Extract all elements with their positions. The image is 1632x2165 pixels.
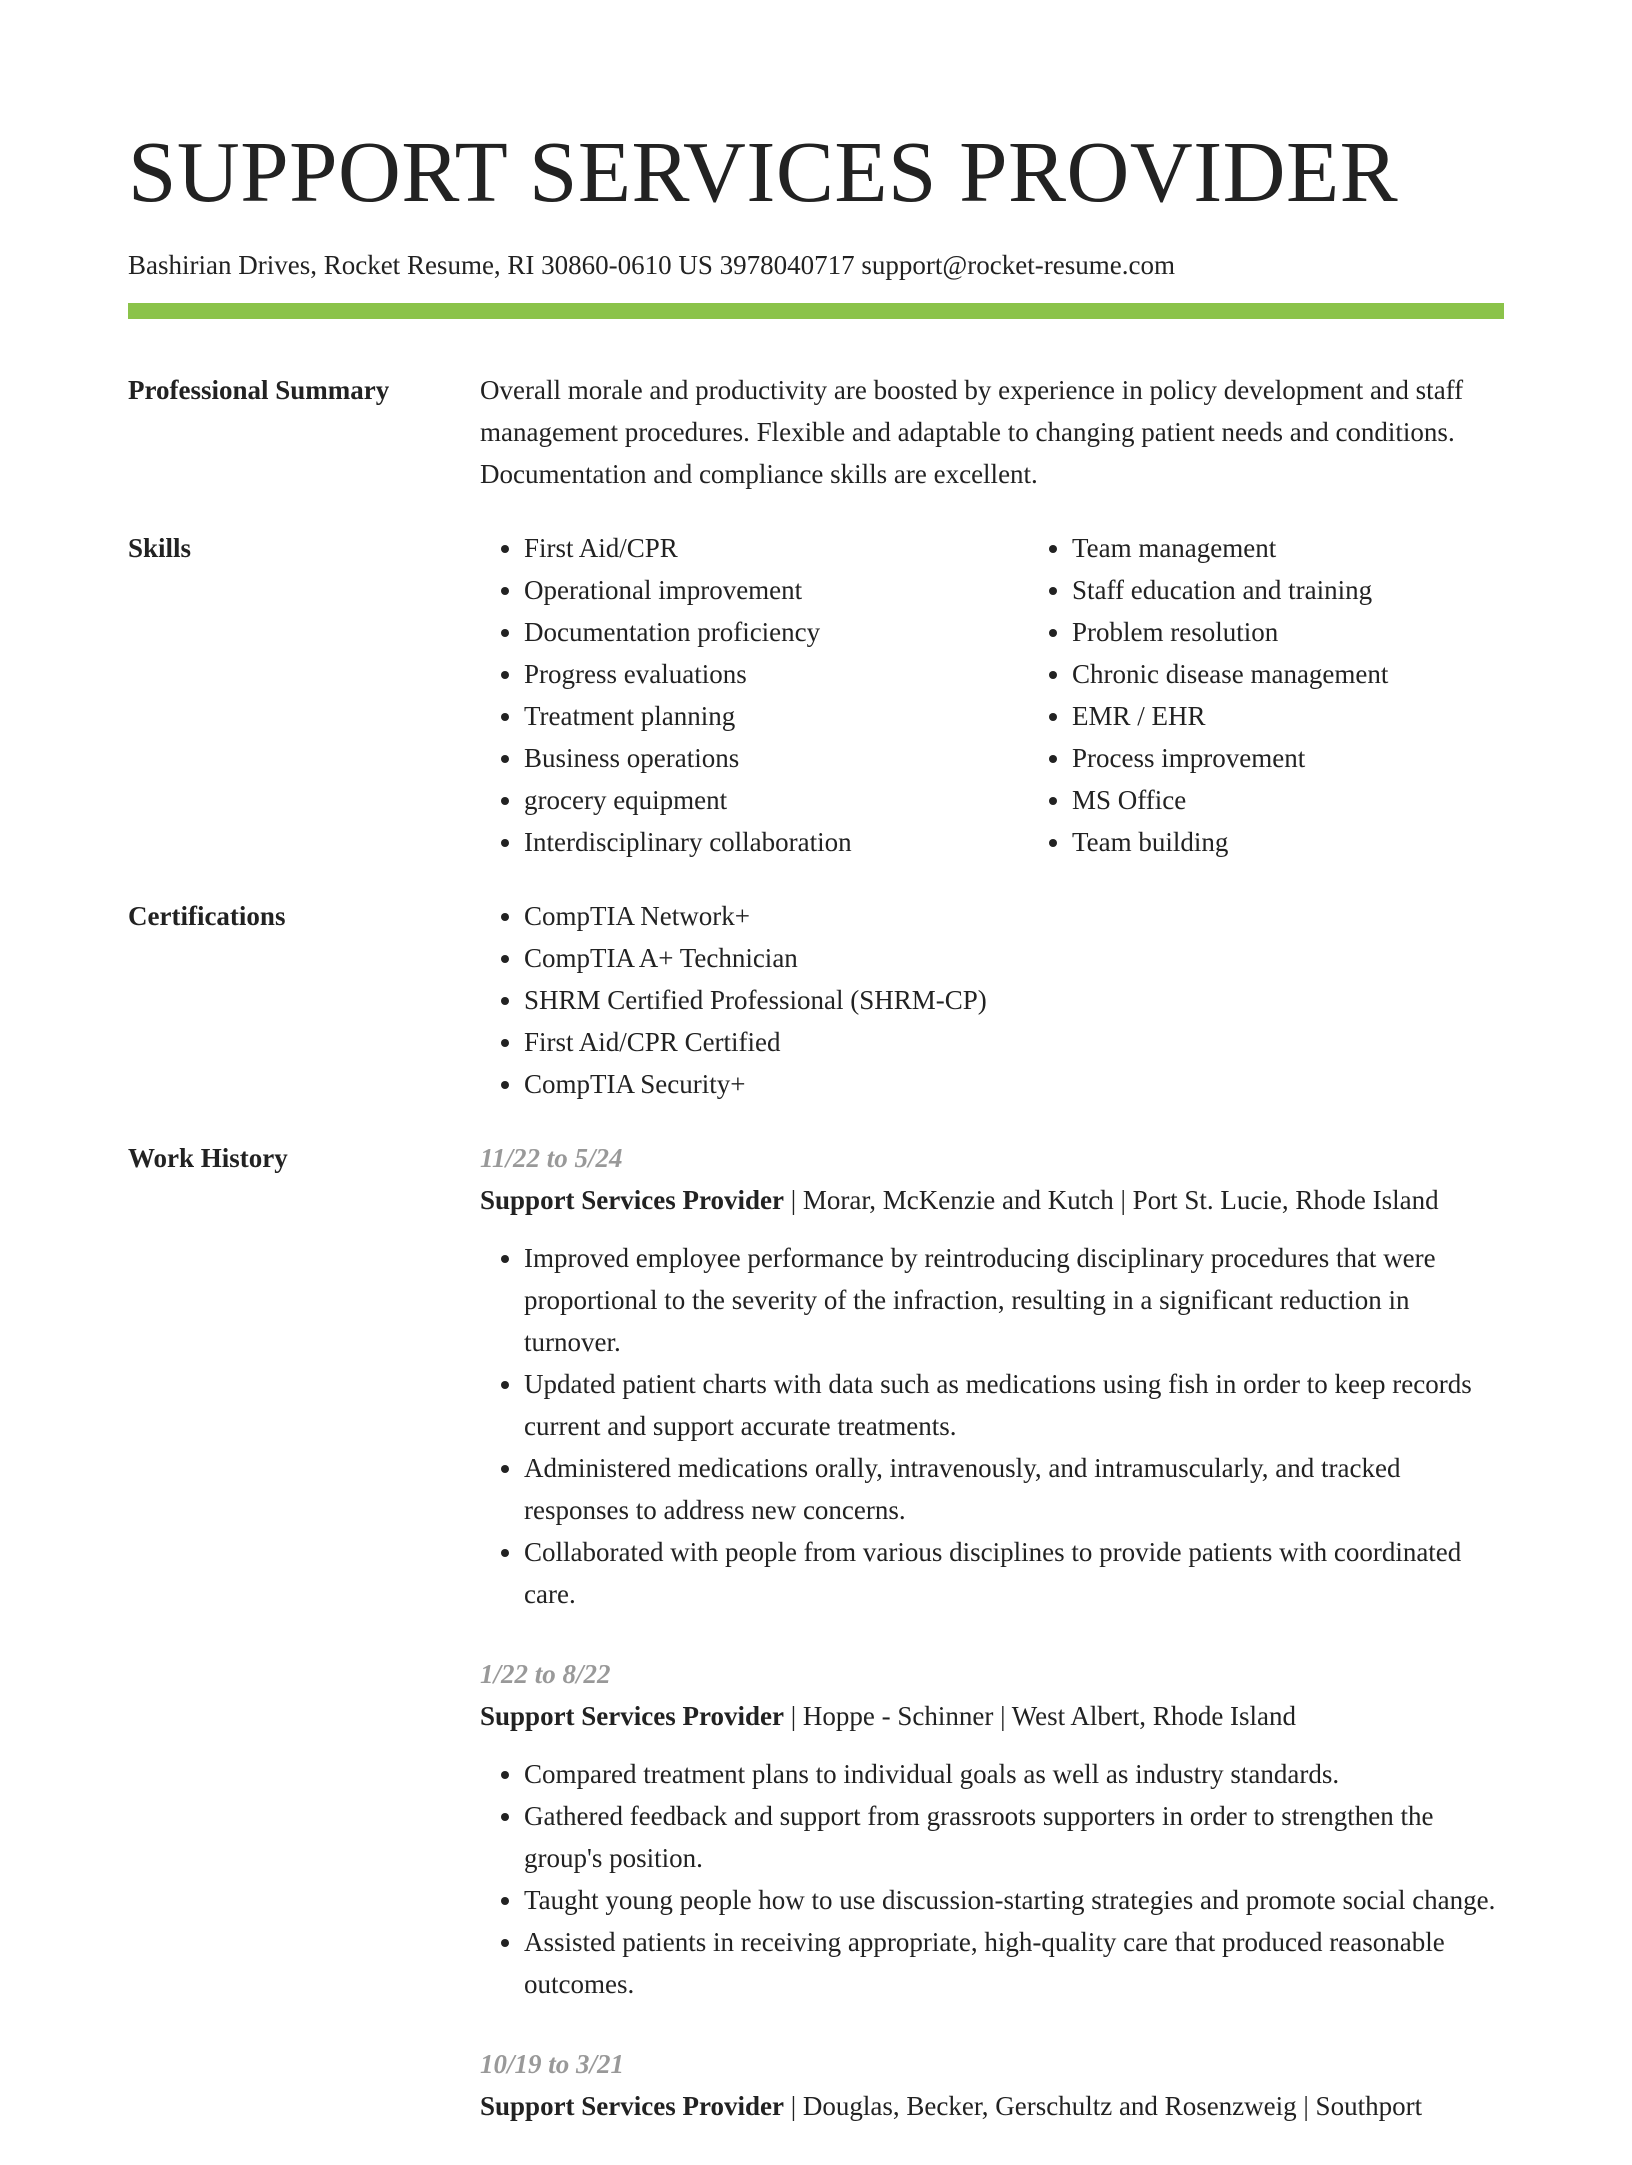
job-entry [480,2043,1504,2127]
skill-item: • Treatment planning [524,695,1028,737]
job-employer-location: | Morar, McKenzie and Kutch | Port St. Lucie, Rhode Island [783,1185,1439,1215]
job-bullet: • Administered medications orally, intravenously, and intramuscularly, and tracked responses to address new concerns. [524,1447,1504,1531]
job-title: Support Services Provider [480,1185,784,1215]
certifications-title: Certifications [128,901,286,931]
skill-item: • Problem resolution [1072,611,1572,653]
job-bullet: • Taught young people how to use discussion-starting strategies and promote social change. [524,1879,1504,1921]
work-history-section [128,1137,1504,2165]
skill-item: • Staff education and training [1072,569,1572,611]
job-employer-location: | Hoppe - Schinner | West Albert, Rhode Island [783,1701,1297,1731]
job-heading [480,1179,1504,1221]
resume-name-heading: SUPPORT SERVICES PROVIDER [128,123,1399,220]
skills-title: Skills [128,533,192,563]
summary-section [128,369,1504,495]
skills-columns [480,527,1572,863]
work-history-body [480,1137,1504,2165]
certifications-section [128,895,1504,1105]
skill-item: • Team building [1072,821,1572,863]
certifications-body [480,895,1504,1105]
summary-title: Professional Summary [128,375,390,405]
summary-text: Overall morale and productivity are boosted by experience in policy development and staff management procedures. Flexible and adaptable to changing patient needs and conditions. Documentation and compliance skills are excellent. [480,375,1464,489]
job-bullet: • Improved employee performance by reintroducing disciplinary procedures that were proportional to the severity of the infraction, resulting in a significant reduction in turnover. [524,1237,1504,1363]
skill-item: • grocery equipment [524,779,1028,821]
skill-item: • Business operations [524,737,1028,779]
skill-item: • MS Office [1072,779,1572,821]
skill-item: • Documentation proficiency [524,611,1028,653]
skills-list-right [1028,527,1572,863]
resume-page [128,0,1504,2165]
skills-list-left [480,527,1028,863]
accent-divider [128,303,1504,319]
job-bullet: • Collaborated with people from various disciplines to provide patients with coordinated care. [524,1531,1504,1615]
job-bullet: • Updated patient charts with data such as medications using fish in order to keep records current and support accurate treatments. [524,1363,1504,1447]
job-title: Support Services Provider [480,2091,784,2121]
skill-item: • Team management [1072,527,1572,569]
skill-item: • Progress evaluations [524,653,1028,695]
job-bullet: • Assisted patients in receiving appropriate, high-quality care that produced reasonable outcomes. [524,1921,1504,2005]
skills-section [128,527,1504,863]
job-bullets [480,1237,1504,1615]
certification-item: • SHRM Certified Professional (SHRM-CP) [524,979,1504,1021]
skill-item: • EMR / EHR [1072,695,1572,737]
job-dates: 1/22 to 8/22 [480,1659,611,1689]
work-history-title: Work History [128,1143,288,1173]
job-title: Support Services Provider [480,1701,784,1731]
job-bullet: • Gathered feedback and support from grassroots supporters in order to strengthen the group's position. [524,1795,1504,1879]
certification-item: • CompTIA Security+ [524,1063,1504,1105]
certification-item: • CompTIA Network+ [524,895,1504,937]
skill-item: • Process improvement [1072,737,1572,779]
skill-item: • First Aid/CPR [524,527,1028,569]
certification-item: • First Aid/CPR Certified [524,1021,1504,1063]
job-heading [480,2085,1504,2127]
skill-item: • Interdisciplinary collaboration [524,821,1028,863]
skill-item: • Operational improvement [524,569,1028,611]
job-bullets [480,1753,1504,2005]
contact-line: Bashirian Drives, Rocket Resume, RI 30860-0610 US 3978040717 support@rocket-resume.com [128,250,1175,280]
certification-item: • CompTIA A+ Technician [524,937,1504,979]
job-entry [480,1653,1504,2005]
job-dates: 11/22 to 5/24 [480,1143,623,1173]
job-employer-location: | Douglas, Becker, Gerschultz and Rosenzweig | Southport [783,2091,1423,2121]
job-heading [480,1695,1504,1737]
job-entry [480,1137,1504,1615]
certifications-list [480,895,1504,1105]
skill-item: • Chronic disease management [1072,653,1572,695]
job-bullet: • Compared treatment plans to individual goals as well as industry standards. [524,1753,1504,1795]
job-dates: 10/19 to 3/21 [480,2049,625,2079]
